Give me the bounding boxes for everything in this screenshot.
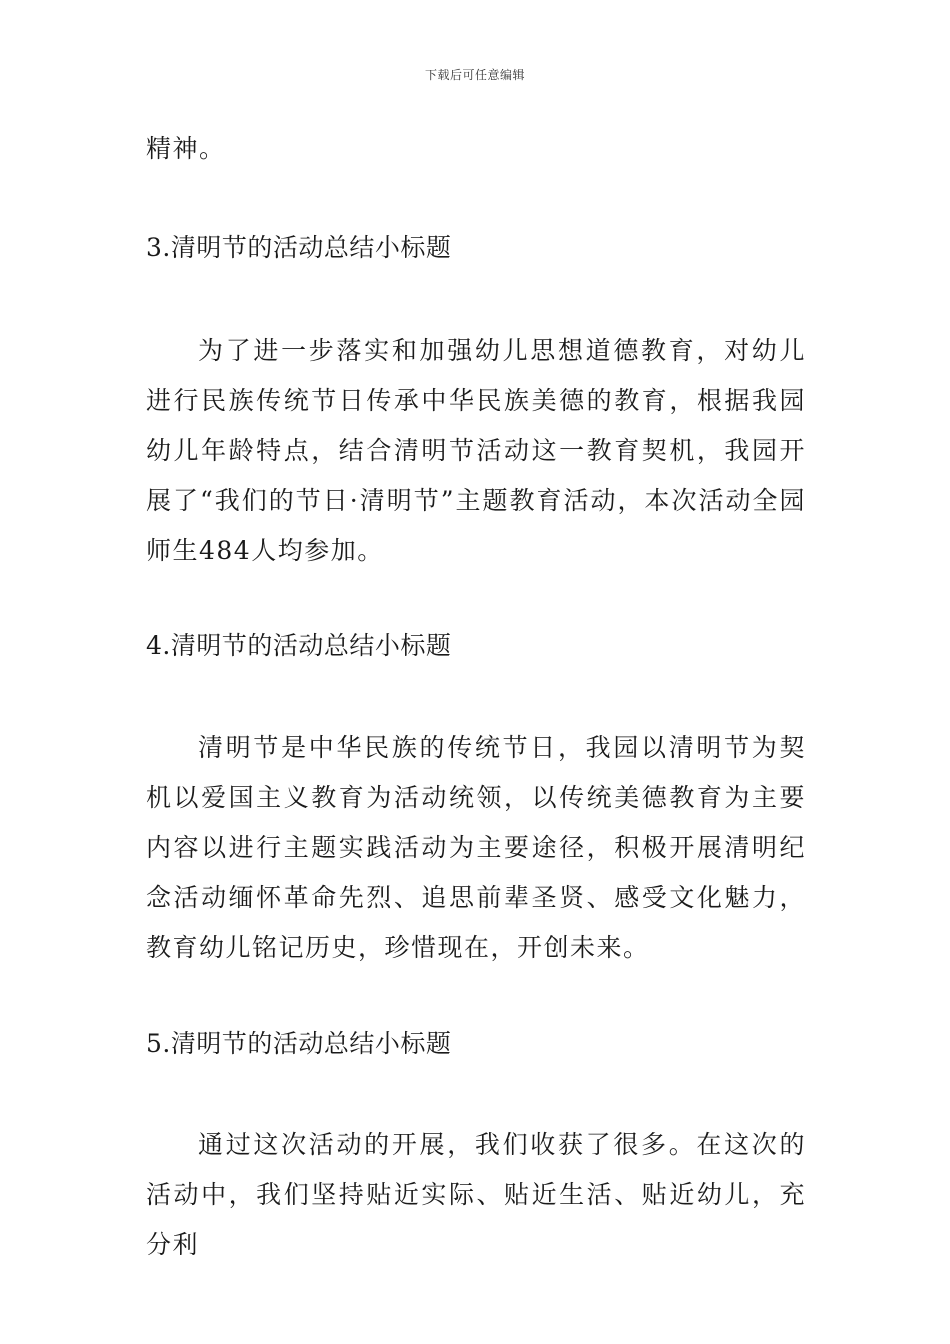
- page-header-note: 下载后可任意编辑: [424, 68, 525, 82]
- section-3-paragraph: 为了进一步落实和加强幼儿思想道德教育，对幼儿进行民族传统节日传承中华民族美德的教育，根据我园幼儿年龄特点，结合清明节活动这一教育契机，我园开展了“我们的节日·清明节”主题教育活动，本次活动全园师生484人均参加。: [146, 336, 806, 565]
- continued-paragraph-end: 精神。: [146, 134, 226, 163]
- section-3-title: 3.清明节的活动总结小标题: [146, 233, 452, 262]
- section-5-paragraph: 通过这次活动的开展，我们收获了很多。在这次的活动中，我们坚持贴近实际、贴近生活、贴近幼儿，充分利: [146, 1130, 806, 1259]
- section-4-paragraph: 清明节是中华民族的传统节日，我园以清明节为契机以爱国主义教育为活动统领，以传统美德教育为主要内容以进行主题实践活动为主要途径，积极开展清明纪念活动缅怀革命先烈、追思前辈圣贤、感受文化魅力，教育幼儿铭记历史，珍惜现在，开创未来。: [146, 733, 806, 962]
- section-5-title: 5.清明节的活动总结小标题: [146, 1029, 452, 1058]
- section-4-title: 4.清明节的活动总结小标题: [146, 631, 452, 660]
